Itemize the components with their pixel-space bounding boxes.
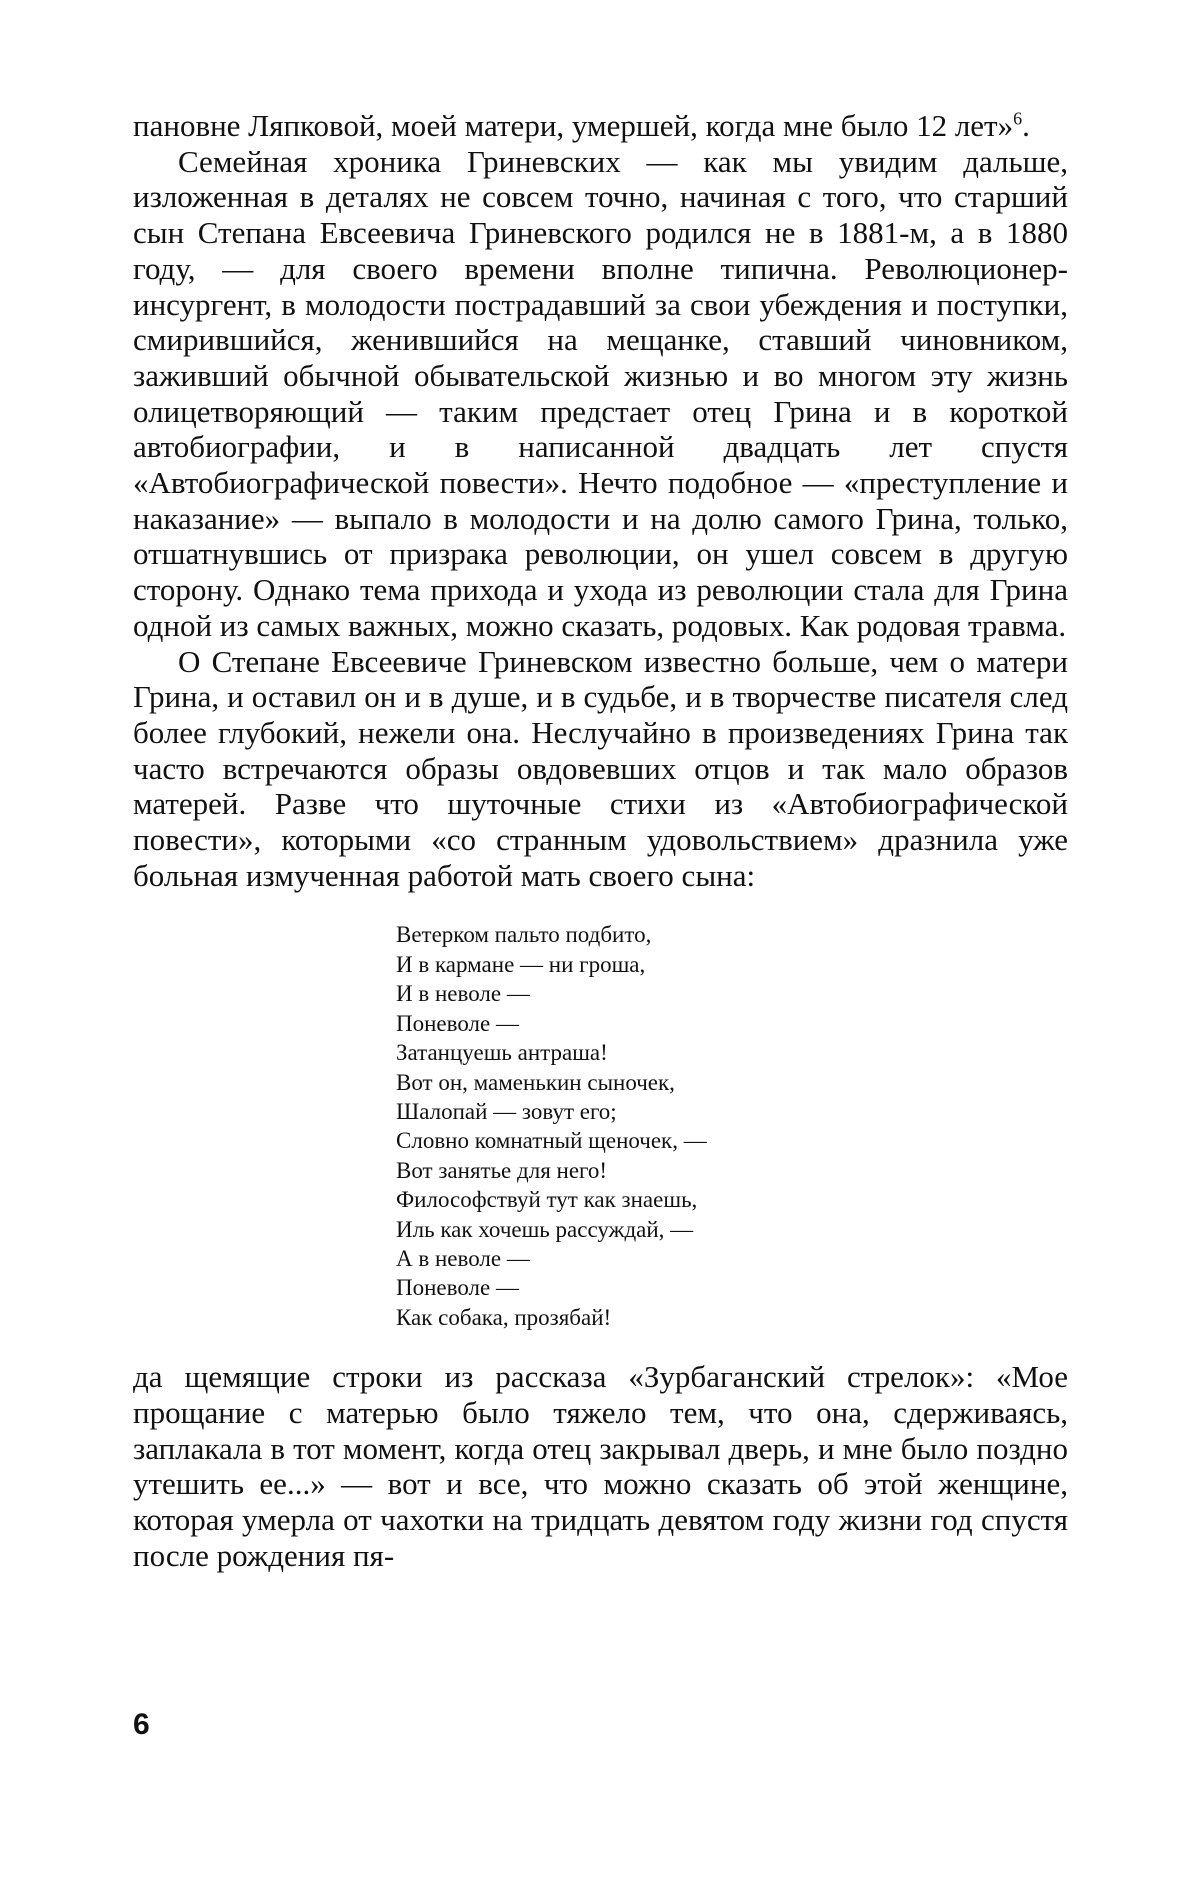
poem-block bbox=[396, 920, 1068, 1332]
poem-line: Затанцуешь антраша! bbox=[396, 1040, 608, 1066]
page-number: 6 bbox=[133, 1708, 150, 1741]
poem-line: Ветерком пальто подбито, bbox=[396, 922, 652, 948]
paragraph-2: Семейная хроника Гриневских — как мы увидим дальше, изложенная в деталях не совсем точно, начиная с того, что старший сын Степана Евсеевича Гриневского родился не в 1881-м, а в 1880 году, — для своего времени вполне типична. Революционер-инсургент, в молодости пострадавший за свои убеждения и поступки, смирившийся, женившийся на мещанке, ставший чиновником, заживший обычной обывательской жизнью и во многом эту жизнь олицетворяющий — таким предстает отец Грина и в короткой автобиографии, и в написанной двадцать лет спустя «Автобиографической повести». Нечто подобное — «преступление и наказание» — выпало в молодости и на долю самого Грина, только, отшатнувшись от призрака революции, он ушел совсем в другую сторону. Однако тема прихода и ухода из революции стала для Грина одной из самых важных, можно сказать, родовых. Как родовая травма. bbox=[133, 143, 1068, 643]
paragraph-3: О Степане Евсеевиче Гриневском известно больше, чем о матери Грина, и оставил он и в душе, и в судьбе, и в творчестве писателя след более глубокий, нежели она. Неслучайно в произведениях Грина так часто встречаются образы овдовевших отцов и так мало образов матерей. Разве что шуточные стихи из «Автобиографической повести», которыми «со странным удовольствием» дразнила уже больная измученная работой мать своего сына: bbox=[133, 643, 1068, 893]
poem-line: И в кармане — ни гроша, bbox=[396, 951, 646, 977]
poem-line: И в неволе — bbox=[396, 981, 530, 1007]
poem-line: Шалопай — зовут его; bbox=[396, 1098, 617, 1124]
page-body bbox=[133, 108, 1068, 1573]
paragraph-1 bbox=[133, 108, 1068, 144]
poem-line: Иль как хочешь рассуждай, — bbox=[396, 1216, 694, 1242]
paragraph-4: да щемящие строки из рассказа «Зурбаганский стрелок»: «Мое прощание с матерью было тяжело тем, что она, сдерживаясь, заплакала в тот момент, когда отец закрывал дверь, и мне было поздно утешить ее...» — вот и все, что можно сказать об этой женщине, которая умерла от чахотки на тридцать девятом году жизни год спустя после рождения пя- bbox=[133, 1359, 1068, 1573]
poem-line: Вот он, маменькин сыночек, bbox=[396, 1069, 675, 1095]
poem-line: Поневоле — bbox=[396, 1275, 519, 1301]
footnote-marker[interactable]: 6 bbox=[1013, 108, 1023, 129]
paragraph-1-end: . bbox=[1022, 108, 1030, 143]
poem-line: Поневоле — bbox=[396, 1010, 519, 1036]
poem-line: Словно комнатный щеночек, — bbox=[396, 1128, 707, 1154]
poem-line: Философствуй тут как знаешь, bbox=[396, 1187, 698, 1213]
poem-line: Вот занятье для него! bbox=[396, 1157, 608, 1183]
poem-line: А в неволе — bbox=[396, 1245, 530, 1271]
paragraph-1-text: пановне Ляпковой, моей матери, умершей, когда мне было 12 лет» bbox=[133, 108, 1014, 143]
poem-line: Как собака, прозябай! bbox=[396, 1304, 612, 1330]
